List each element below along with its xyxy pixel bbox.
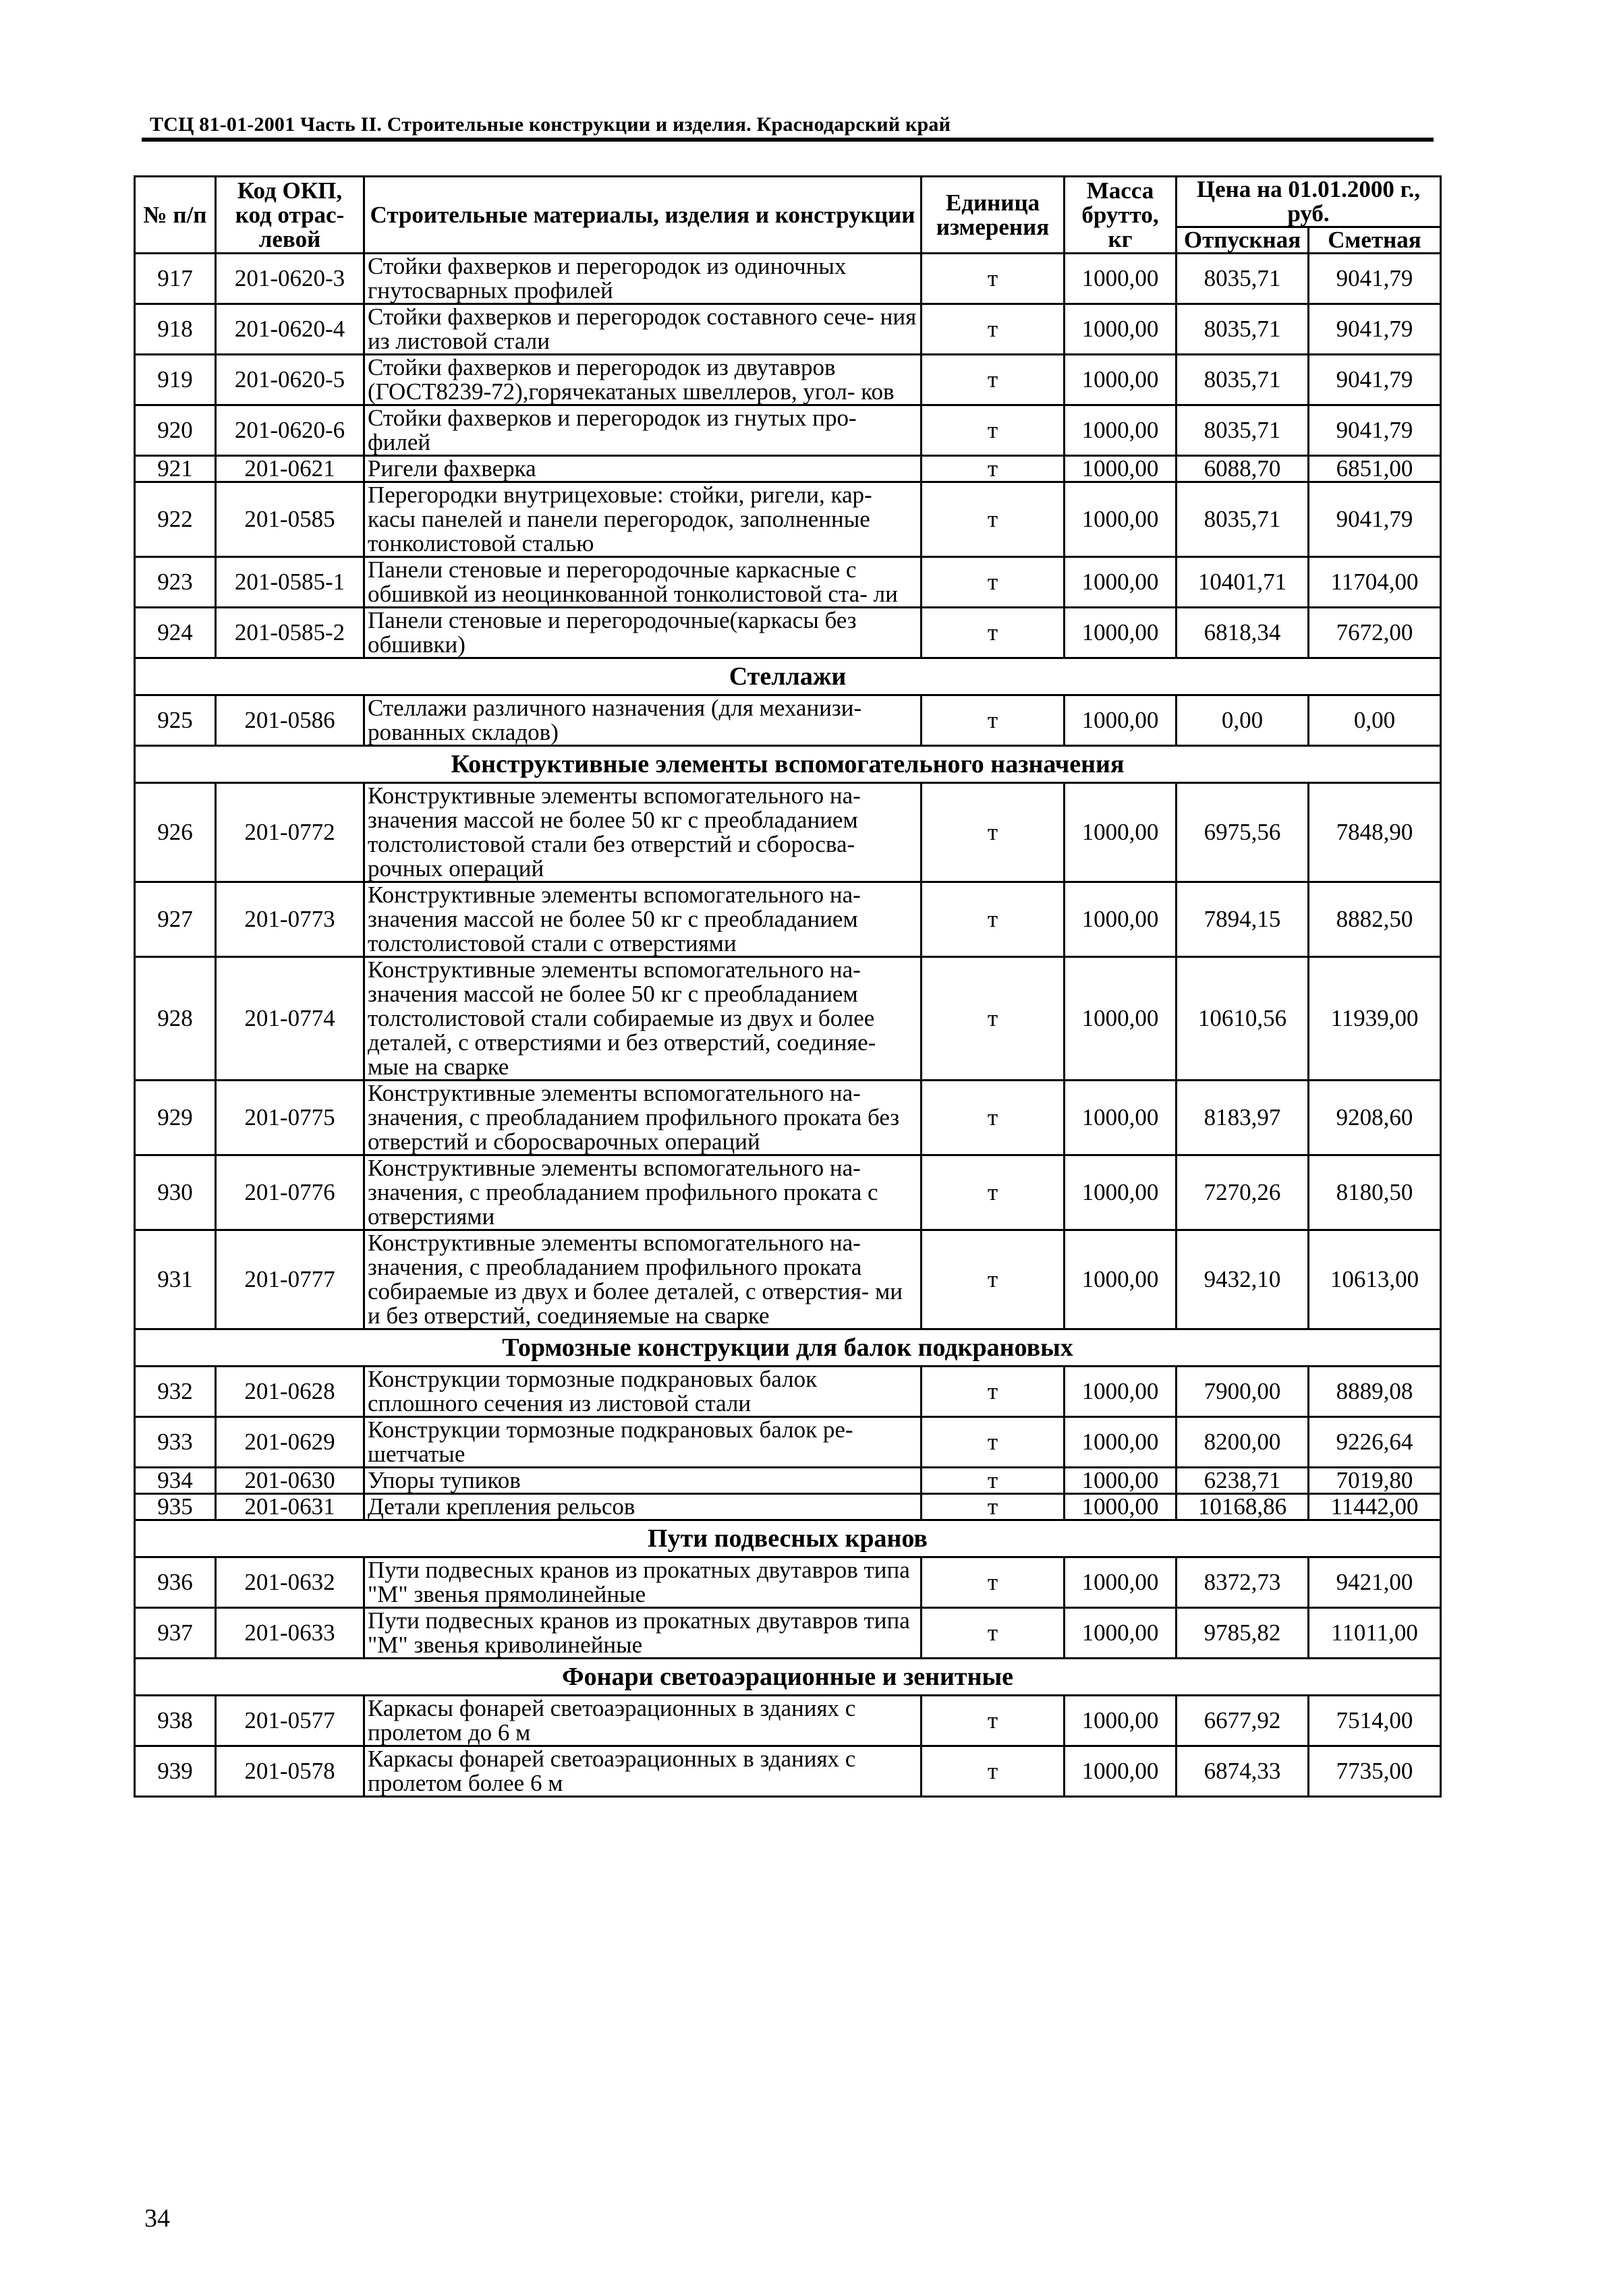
table-row: [135, 1367, 1441, 1417]
col-unit-header: Единица измерения: [922, 177, 1065, 254]
gross-mass: 1000,00: [1065, 1367, 1177, 1417]
estimate-price: 11939,00: [1309, 957, 1441, 1081]
material-name: Панели стеновые и перегородочные каркасные с обшивкой из неоцинкованной тонколистовой ста- ли: [364, 557, 922, 608]
row-number: 929: [135, 1081, 216, 1155]
release-price: 8372,73: [1177, 1557, 1309, 1608]
okp-code: 201-0772: [216, 783, 364, 882]
material-name: Конструктивные элементы вспомогательного на- значения, с преобладанием профильного проката с отверстиями: [364, 1155, 922, 1230]
section-title: Конструктивные элементы вспомогательного назначения: [135, 746, 1441, 783]
row-number: 919: [135, 355, 216, 405]
estimate-price: 11442,00: [1309, 1494, 1441, 1520]
unit-of-measure: т: [922, 557, 1065, 608]
material-name: Упоры тупиков: [364, 1468, 922, 1494]
okp-code: 201-0632: [216, 1557, 364, 1608]
estimate-price: 7514,00: [1309, 1696, 1441, 1746]
table-row: [135, 1494, 1441, 1520]
estimate-price: 11011,00: [1309, 1608, 1441, 1659]
gross-mass: 1000,00: [1065, 957, 1177, 1081]
header-row: [135, 177, 1441, 227]
table-row: [135, 957, 1441, 1081]
material-name: Стеллажи различного назначения (для механизи- рованных складов): [364, 695, 922, 746]
unit-of-measure: т: [922, 1746, 1065, 1797]
release-price: 6874,33: [1177, 1746, 1309, 1797]
material-name: Конструктивные элементы вспомогательного на- значения, с преобладанием профильного проката собираемые из двух и более деталей, с отверстия- ми и без отверстий, соединяемые на сварке: [364, 1230, 922, 1329]
gross-mass: 1000,00: [1065, 1081, 1177, 1155]
unit-of-measure: т: [922, 783, 1065, 882]
row-number: 918: [135, 304, 216, 355]
gross-mass: 1000,00: [1065, 695, 1177, 746]
okp-code: 201-0620-6: [216, 405, 364, 456]
unit-of-measure: т: [922, 1155, 1065, 1230]
gross-mass: 1000,00: [1065, 882, 1177, 957]
unit-of-measure: т: [922, 1608, 1065, 1659]
unit-of-measure: т: [922, 695, 1065, 746]
release-price: 8035,71: [1177, 405, 1309, 456]
unit-of-measure: т: [922, 304, 1065, 355]
material-name: Панели стеновые и перегородочные(каркасы без обшивки): [364, 608, 922, 658]
col-release-price-header: Отпускная: [1177, 227, 1309, 254]
gross-mass: 1000,00: [1065, 608, 1177, 658]
page-header-title: ТСЦ 81-01-2001 Часть II. Строительные конструкции и изделия. Краснодарский край: [150, 113, 951, 136]
table-row: [135, 482, 1441, 557]
okp-code: 201-0585-1: [216, 557, 364, 608]
table-row: [135, 1081, 1441, 1155]
gross-mass: 1000,00: [1065, 557, 1177, 608]
release-price: 8200,00: [1177, 1417, 1309, 1468]
estimate-price: 8180,50: [1309, 1155, 1441, 1230]
table-row: [135, 1746, 1441, 1797]
unit-of-measure: т: [922, 1696, 1065, 1746]
row-number: 934: [135, 1468, 216, 1494]
row-number: 931: [135, 1230, 216, 1329]
release-price: 6818,34: [1177, 608, 1309, 658]
table-row: [135, 557, 1441, 608]
table-row: [135, 608, 1441, 658]
release-price: 7894,15: [1177, 882, 1309, 957]
unit-of-measure: т: [922, 1468, 1065, 1494]
col-num-header: № п/п: [135, 177, 216, 254]
table-row: [135, 1696, 1441, 1746]
unit-of-measure: т: [922, 882, 1065, 957]
release-price: 10610,56: [1177, 957, 1309, 1081]
unit-of-measure: т: [922, 1081, 1065, 1155]
material-name: Ригели фахверка: [364, 456, 922, 482]
unit-of-measure: т: [922, 1557, 1065, 1608]
estimate-price: 9421,00: [1309, 1557, 1441, 1608]
gross-mass: 1000,00: [1065, 456, 1177, 482]
estimate-price: 8889,08: [1309, 1367, 1441, 1417]
okp-code: 201-0777: [216, 1230, 364, 1329]
section-row: [135, 1659, 1441, 1696]
table-row: [135, 355, 1441, 405]
gross-mass: 1000,00: [1065, 1746, 1177, 1797]
col-estimate-price-header: Сметная: [1309, 227, 1441, 254]
estimate-price: 11704,00: [1309, 557, 1441, 608]
release-price: 10168,86: [1177, 1494, 1309, 1520]
gross-mass: 1000,00: [1065, 1155, 1177, 1230]
section-title: Стеллажи: [135, 658, 1441, 695]
section-row: [135, 1329, 1441, 1367]
table-row: [135, 456, 1441, 482]
release-price: 8035,71: [1177, 254, 1309, 304]
estimate-price: 9041,79: [1309, 304, 1441, 355]
gross-mass: 1000,00: [1065, 482, 1177, 557]
material-name: Конструктивные элементы вспомогательного на- значения массой не более 50 кг с преобладанием толстолистовой стали собираемые из двух и более деталей, с отверстиями и без отверстий, соединяе- мые на сварке: [364, 957, 922, 1081]
row-number: 923: [135, 557, 216, 608]
material-name: Детали крепления рельсов: [364, 1494, 922, 1520]
material-name: Каркасы фонарей светоаэрационных в зданиях с пролетом до 6 м: [364, 1696, 922, 1746]
material-name: Конструктивные элементы вспомогательного на- значения, с преобладанием профильного проката без отверстий и сборосварочных операций: [364, 1081, 922, 1155]
table-row: [135, 783, 1441, 882]
okp-code: 201-0633: [216, 1608, 364, 1659]
unit-of-measure: т: [922, 1230, 1065, 1329]
row-number: 917: [135, 254, 216, 304]
release-price: 9432,10: [1177, 1230, 1309, 1329]
okp-code: 201-0585-2: [216, 608, 364, 658]
row-number: 932: [135, 1367, 216, 1417]
material-name: Конструкции тормозные подкрановых балок ре- шетчатые: [364, 1417, 922, 1468]
material-name: Пути подвесных кранов из прокатных двутавров типа "М" звенья прямолинейные: [364, 1557, 922, 1608]
row-number: 936: [135, 1557, 216, 1608]
price-table: [134, 175, 1442, 1798]
gross-mass: 1000,00: [1065, 783, 1177, 882]
unit-of-measure: т: [922, 957, 1065, 1081]
unit-of-measure: т: [922, 1417, 1065, 1468]
table-row: [135, 1230, 1441, 1329]
section-title: Пути подвесных кранов: [135, 1520, 1441, 1557]
okp-code: 201-0775: [216, 1081, 364, 1155]
row-number: 937: [135, 1608, 216, 1659]
release-price: 9785,82: [1177, 1608, 1309, 1659]
section-title: Фонари светоаэрационные и зенитные: [135, 1659, 1441, 1696]
okp-code: 201-0630: [216, 1468, 364, 1494]
okp-code: 201-0620-3: [216, 254, 364, 304]
row-number: 939: [135, 1746, 216, 1797]
okp-code: 201-0577: [216, 1696, 364, 1746]
table-row: [135, 882, 1441, 957]
okp-code: 201-0585: [216, 482, 364, 557]
row-number: 933: [135, 1417, 216, 1468]
estimate-price: 7019,80: [1309, 1468, 1441, 1494]
gross-mass: 1000,00: [1065, 1696, 1177, 1746]
material-name: Конструктивные элементы вспомогательного на- значения массой не более 50 кг с преобладанием толстолистовой стали без отверстий и сборосва- рочных операций: [364, 783, 922, 882]
okp-code: 201-0621: [216, 456, 364, 482]
material-name: Стойки фахверков и перегородок из гнутых про- филей: [364, 405, 922, 456]
section-row: [135, 658, 1441, 695]
row-number: 920: [135, 405, 216, 456]
material-name: Пути подвесных кранов из прокатных двутавров типа "М" звенья криволинейные: [364, 1608, 922, 1659]
gross-mass: 1000,00: [1065, 1230, 1177, 1329]
material-name: Стойки фахверков и перегородок из двутавров (ГОСТ8239-72),горячекатаных швеллеров, угол- ков: [364, 355, 922, 405]
row-number: 935: [135, 1494, 216, 1520]
estimate-price: 0,00: [1309, 695, 1441, 746]
row-number: 926: [135, 783, 216, 882]
release-price: 7270,26: [1177, 1155, 1309, 1230]
release-price: 8035,71: [1177, 482, 1309, 557]
col-name-header: Строительные материалы, изделия и конструкции: [364, 177, 922, 254]
gross-mass: 1000,00: [1065, 405, 1177, 456]
col-code-header: Код ОКП, код отрас- левой: [216, 177, 364, 254]
gross-mass: 1000,00: [1065, 355, 1177, 405]
table-row: [135, 1468, 1441, 1494]
release-price: 8035,71: [1177, 304, 1309, 355]
table-row: [135, 695, 1441, 746]
unit-of-measure: т: [922, 456, 1065, 482]
release-price: 10401,71: [1177, 557, 1309, 608]
section-row: [135, 1520, 1441, 1557]
col-mass-header: Масса брутто, кг: [1065, 177, 1177, 254]
release-price: 7900,00: [1177, 1367, 1309, 1417]
okp-code: 201-0776: [216, 1155, 364, 1230]
estimate-price: 9041,79: [1309, 355, 1441, 405]
gross-mass: 1000,00: [1065, 1557, 1177, 1608]
table-row: [135, 1417, 1441, 1468]
unit-of-measure: т: [922, 254, 1065, 304]
row-number: 928: [135, 957, 216, 1081]
row-number: 927: [135, 882, 216, 957]
gross-mass: 1000,00: [1065, 304, 1177, 355]
gross-mass: 1000,00: [1065, 1468, 1177, 1494]
section-row: [135, 746, 1441, 783]
estimate-price: 7735,00: [1309, 1746, 1441, 1797]
gross-mass: 1000,00: [1065, 1417, 1177, 1468]
material-name: Стойки фахверков и перегородок составного сече- ния из листовой стали: [364, 304, 922, 355]
table-row: [135, 1557, 1441, 1608]
unit-of-measure: т: [922, 482, 1065, 557]
page-number: 34: [144, 2204, 170, 2233]
gross-mass: 1000,00: [1065, 1494, 1177, 1520]
table-row: [135, 254, 1441, 304]
okp-code: 201-0628: [216, 1367, 364, 1417]
row-number: 924: [135, 608, 216, 658]
estimate-price: 7672,00: [1309, 608, 1441, 658]
table-row: [135, 405, 1441, 456]
okp-code: 201-0620-5: [216, 355, 364, 405]
row-number: 925: [135, 695, 216, 746]
table-row: [135, 1155, 1441, 1230]
material-name: Конструктивные элементы вспомогательного на- значения массой не более 50 кг с преобладанием толстолистовой стали с отверстиями: [364, 882, 922, 957]
unit-of-measure: т: [922, 608, 1065, 658]
estimate-price: 9226,64: [1309, 1417, 1441, 1468]
header-rule: [142, 138, 1434, 142]
table-row: [135, 304, 1441, 355]
release-price: 6975,56: [1177, 783, 1309, 882]
material-name: Перегородки внутрицеховые: стойки, ригели, кар- касы панелей и панели перегородок, заполненные тонколистовой сталью: [364, 482, 922, 557]
release-price: 6088,70: [1177, 456, 1309, 482]
estimate-price: 9041,79: [1309, 254, 1441, 304]
okp-code: 201-0774: [216, 957, 364, 1081]
okp-code: 201-0578: [216, 1746, 364, 1797]
table-row: [135, 1608, 1441, 1659]
col-price-group-header: Цена на 01.01.2000 г., руб.: [1177, 177, 1441, 227]
material-name: Стойки фахверков и перегородок из одиночных гнутосварных профилей: [364, 254, 922, 304]
material-name: Каркасы фонарей светоаэрационных в зданиях с пролетом более 6 м: [364, 1746, 922, 1797]
row-number: 930: [135, 1155, 216, 1230]
unit-of-measure: т: [922, 405, 1065, 456]
release-price: 6238,71: [1177, 1468, 1309, 1494]
row-number: 922: [135, 482, 216, 557]
unit-of-measure: т: [922, 355, 1065, 405]
estimate-price: 6851,00: [1309, 456, 1441, 482]
estimate-price: 10613,00: [1309, 1230, 1441, 1329]
estimate-price: 7848,90: [1309, 783, 1441, 882]
row-number: 921: [135, 456, 216, 482]
unit-of-measure: т: [922, 1494, 1065, 1520]
gross-mass: 1000,00: [1065, 254, 1177, 304]
estimate-price: 9041,79: [1309, 405, 1441, 456]
gross-mass: 1000,00: [1065, 1608, 1177, 1659]
estimate-price: 8882,50: [1309, 882, 1441, 957]
estimate-price: 9208,60: [1309, 1081, 1441, 1155]
estimate-price: 9041,79: [1309, 482, 1441, 557]
row-number: 938: [135, 1696, 216, 1746]
release-price: 8183,97: [1177, 1081, 1309, 1155]
okp-code: 201-0620-4: [216, 304, 364, 355]
section-title: Тормозные конструкции для балок подкрановых: [135, 1329, 1441, 1367]
release-price: 0,00: [1177, 695, 1309, 746]
release-price: 8035,71: [1177, 355, 1309, 405]
okp-code: 201-0629: [216, 1417, 364, 1468]
okp-code: 201-0773: [216, 882, 364, 957]
okp-code: 201-0586: [216, 695, 364, 746]
release-price: 6677,92: [1177, 1696, 1309, 1746]
material-name: Конструкции тормозные подкрановых балок сплошного сечения из листовой стали: [364, 1367, 922, 1417]
okp-code: 201-0631: [216, 1494, 364, 1520]
unit-of-measure: т: [922, 1367, 1065, 1417]
